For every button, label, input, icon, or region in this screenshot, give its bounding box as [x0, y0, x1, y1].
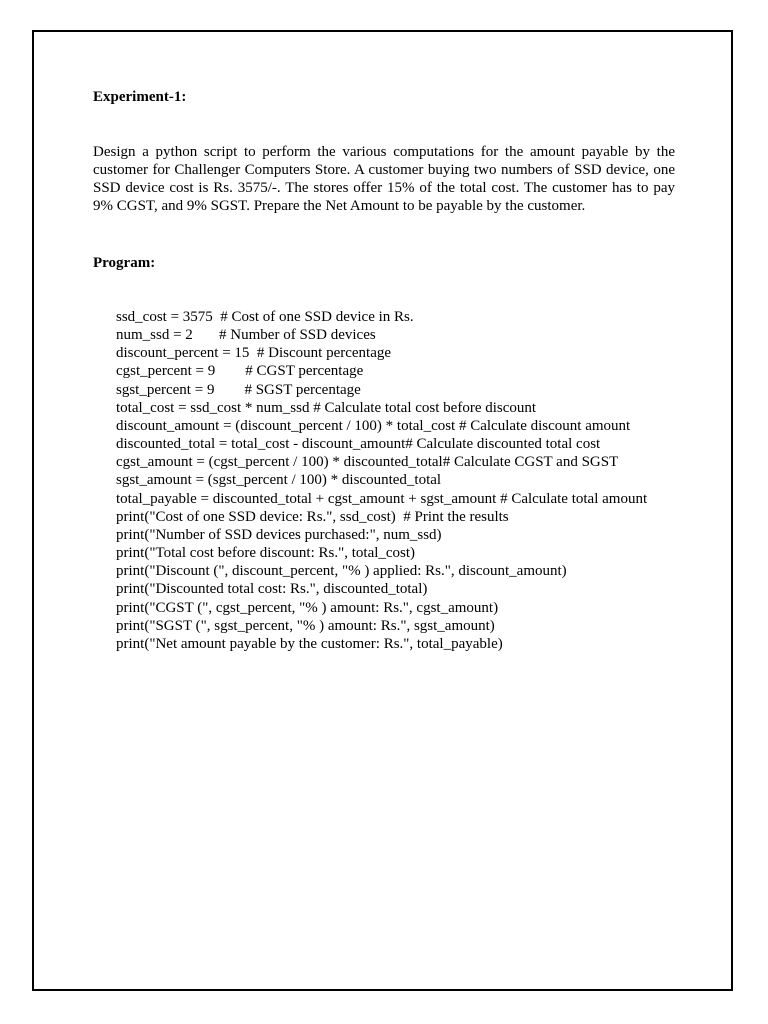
task-line: Design a python script to perform the various computations for the amount payable by the [93, 144, 675, 160]
code-line: print("Discounted total cost: Rs.", discounted_total) [116, 581, 428, 598]
task-line: customer for Challenger Computers Store. A customer buying two numbers of SSD device, one [93, 162, 675, 178]
task-description [93, 143, 675, 215]
task-line: SSD device cost is Rs. 3575/-. The stores offer 15% of the total cost. The customer has to pay [93, 180, 675, 196]
code-line: discount_amount = (discount_percent / 100) * total_cost # Calculate discount amount [116, 417, 631, 434]
code-line: ssd_cost = 3575 # Cost of one SSD device in Rs. [116, 309, 414, 325]
program-heading: Program: [93, 255, 156, 271]
experiment-title: Experiment-1: [93, 89, 187, 105]
code-line: cgst_percent = 9 # CGST percentage [116, 363, 364, 380]
code-line: print("SGST (", sgst_percent, "% ) amount: Rs.", sgst_amount) [116, 617, 495, 634]
code-line: discounted_total = total_cost - discount_amount# Calculate discounted total cost [116, 436, 601, 453]
code-line: print("Cost of one SSD device: Rs.", ssd_cost) # Print the results [116, 508, 509, 525]
program-code [116, 308, 647, 653]
code-line: total_payable = discounted_total + cgst_amount + sgst_amount # Calculate total amount [116, 490, 648, 507]
code-line: cgst_amount = (cgst_percent / 100) * discounted_total# Calculate CGST and SGST [116, 454, 619, 471]
code-line: print("Discount (", discount_percent, "% ) applied: Rs.", discount_amount) [116, 563, 567, 580]
code-line: print("Net amount payable by the customer: Rs.", total_payable) [116, 635, 503, 652]
code-line: sgst_amount = (sgst_percent / 100) * discounted_total [116, 472, 442, 489]
code-line: print("Total cost before discount: Rs.", total_cost) [116, 545, 416, 562]
code-line: print("Number of SSD devices purchased:", num_ssd) [116, 526, 442, 543]
code-line: print("CGST (", cgst_percent, "% ) amount: Rs.", cgst_amount) [116, 599, 499, 616]
code-line: num_ssd = 2 # Number of SSD devices [116, 327, 376, 344]
code-line: total_cost = ssd_cost * num_ssd # Calculate total cost before discount [116, 399, 537, 416]
code-line: discount_percent = 15 # Discount percentage [116, 345, 392, 362]
task-line: 9% CGST, and 9% SGST. Prepare the Net Amount to be payable by the customer. [93, 198, 586, 214]
code-line: sgst_percent = 9 # SGST percentage [116, 381, 361, 398]
